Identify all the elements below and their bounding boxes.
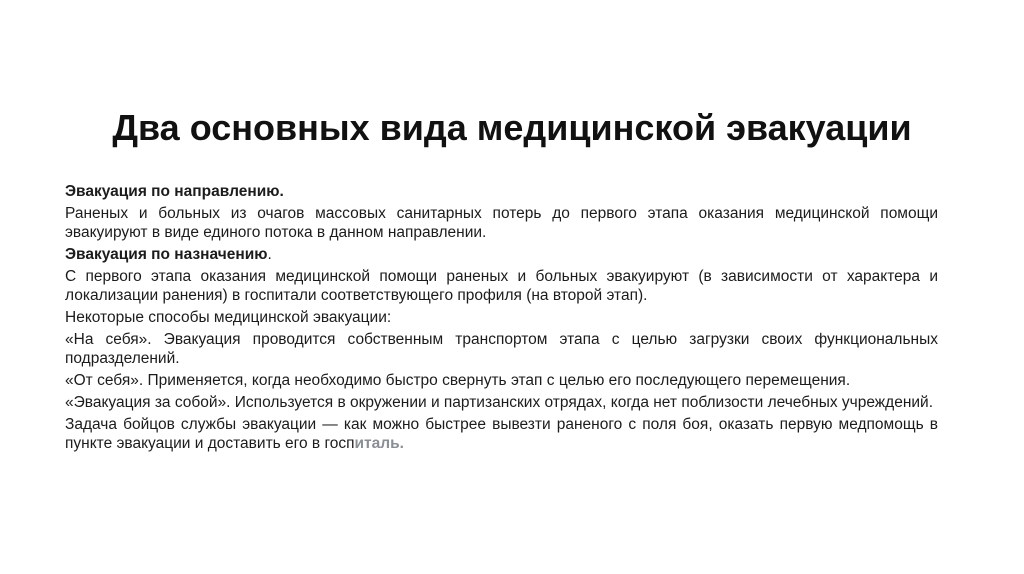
paragraph-method-from-self (65, 371, 938, 390)
paragraph-method-follow (65, 393, 938, 412)
paragraph-text: Задача бойцов службы эвакуации — как можно быстрее вывезти раненого с поля боя, оказать первую медпомощь в пункте эвакуации и доставить его в госп (65, 416, 938, 452)
paragraph-text: Эвакуация по назначению (65, 246, 268, 263)
paragraph-text: «Эвакуация за собой». Используется в окружении и партизанских отрядах, когда нет поблизости лечебных учреждений. (65, 394, 933, 411)
paragraph-evacuation-by-direction-text (65, 204, 938, 242)
paragraph-task (65, 415, 938, 453)
paragraph-text: С первого этапа оказания медицинской помощи раненых и больных эвакуируют (в зависимости от характера и локализации ранения) в госпитали соответствующего профиля (на второй этап). (65, 268, 938, 304)
paragraph-evacuation-by-direction-heading (65, 182, 938, 201)
paragraph-methods-intro (65, 308, 938, 327)
paragraph-faded-tail: италь. (354, 435, 404, 452)
paragraph-text: «На себя». Эвакуация проводится собственным транспортом этапа с целью загрузки своих функциональных подразделений. (65, 331, 938, 367)
paragraph-text: Эвакуация по направлению. (65, 183, 284, 200)
paragraph-text: Некоторые способы медицинской эвакуации: (65, 309, 392, 326)
paragraph-evacuation-by-purpose-text (65, 267, 938, 305)
paragraph-text: Раненых и больных из очагов массовых санитарных потерь до первого этапа оказания медицинской помощи эвакуируют в виде единого потока в данном направлении. (65, 205, 938, 241)
slide-body (65, 182, 938, 456)
paragraph-suffix: . (267, 246, 272, 263)
paragraph-text: «От себя». Применяется, когда необходимо быстро свернуть этап с целью его последующего перемещения. (65, 372, 851, 389)
paragraph-method-to-self (65, 330, 938, 368)
slide-title: Два основных вида медицинской эвакуации (112, 107, 912, 148)
paragraph-evacuation-by-purpose-heading (65, 245, 938, 264)
